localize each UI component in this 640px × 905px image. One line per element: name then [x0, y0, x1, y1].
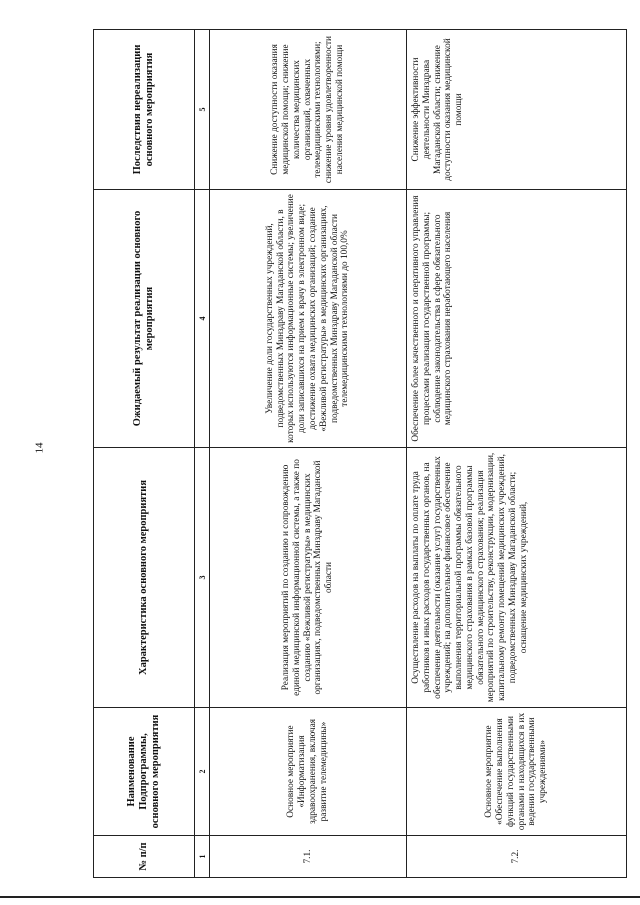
header-number: № п/п — [94, 836, 195, 878]
bottom-rule — [0, 896, 640, 898]
row-number: 7.2. — [407, 836, 627, 878]
measure-consequences: Снижение эффективности деятельности Минздрава Магаданской области; снижение доступности оказания медицинской помощи — [407, 30, 627, 190]
measure-name: Основное мероприятие «Информатизация здравоохранения, включая развитие телемедицины» — [210, 708, 407, 836]
row-number: 7.1. — [210, 836, 407, 878]
measures-table — [93, 29, 627, 878]
page-number: 14 — [33, 442, 46, 454]
table-row — [407, 30, 627, 878]
column-number: 4 — [195, 190, 210, 448]
measure-characteristic: Реализация мероприятий по созданию и сопровождению единой медицинской информационной системы, а также по созданию «Вежливой регистратуры» в медицинских организациях, подведомственных Минздраву Магаданской области — [210, 448, 407, 708]
column-number: 5 — [195, 30, 210, 190]
column-number: 1 — [195, 836, 210, 878]
header-result: Ожидаемый результат реализации основного мероприятия — [94, 190, 195, 448]
header-name: Наименование Подпрограммы, основного мероприятия — [94, 708, 195, 836]
column-number: 2 — [195, 708, 210, 836]
measure-result: Увеличение доли государственных учреждений, подведомственных Минздраву Магаданской области, в которых используются информационные системы; увеличение доли записавшихся на прием к врачу в электронном виде; достижение охвата медицинских организаций; создание «Вежливой регистратуры» в медицинских организациях, подведомственных Минздраву Магаданской области телемедицинскими технологиями до 100,0% — [210, 190, 407, 448]
measure-name: Основное мероприятие «Обеспечение выполнения функций государственными органами и находящихся в их ведении государственными учреждениями» — [407, 708, 627, 836]
column-number: 3 — [195, 448, 210, 708]
column-number-row — [195, 30, 210, 878]
measure-consequences: Снижение доступности оказания медицинской помощи; снижение количества медицинских организаций, охваченных телемедицинскими технологиями; снижение уровня удовлетворенности населения медицинской помощи — [210, 30, 407, 190]
measure-result: Обеспечение более качественного и оперативного управления процессами реализации государственной программы; соблюдение законодательства в сфере обязательного медицинского страхования неработающего населения — [407, 190, 627, 448]
table-header-row — [94, 30, 195, 878]
measure-characteristic: Осуществление расходов на выплаты по оплате труда работников и иных расходов государственных органов, на обеспечение деятельности (оказание услуг) государственных учреждений; на дополнительное финансовое обеспечение выполнения территориальной программы обязательного медицинского страхования в рамках базовой программы обязательного медицинского страхования; реализация мероприятий по строительству, реконструкции, модернизации, капитальному ремонту помещений медицинских учреждений, подведомственных Минздраву Магаданской области; оснащение медицинских учреждений, — [407, 448, 627, 708]
table-row — [210, 30, 407, 878]
header-consequences: Последствия нереализации основного мероприятия — [94, 30, 195, 190]
measures-table-rotated — [93, 30, 611, 878]
header-characteristic: Характеристика основного мероприятия — [94, 448, 195, 708]
